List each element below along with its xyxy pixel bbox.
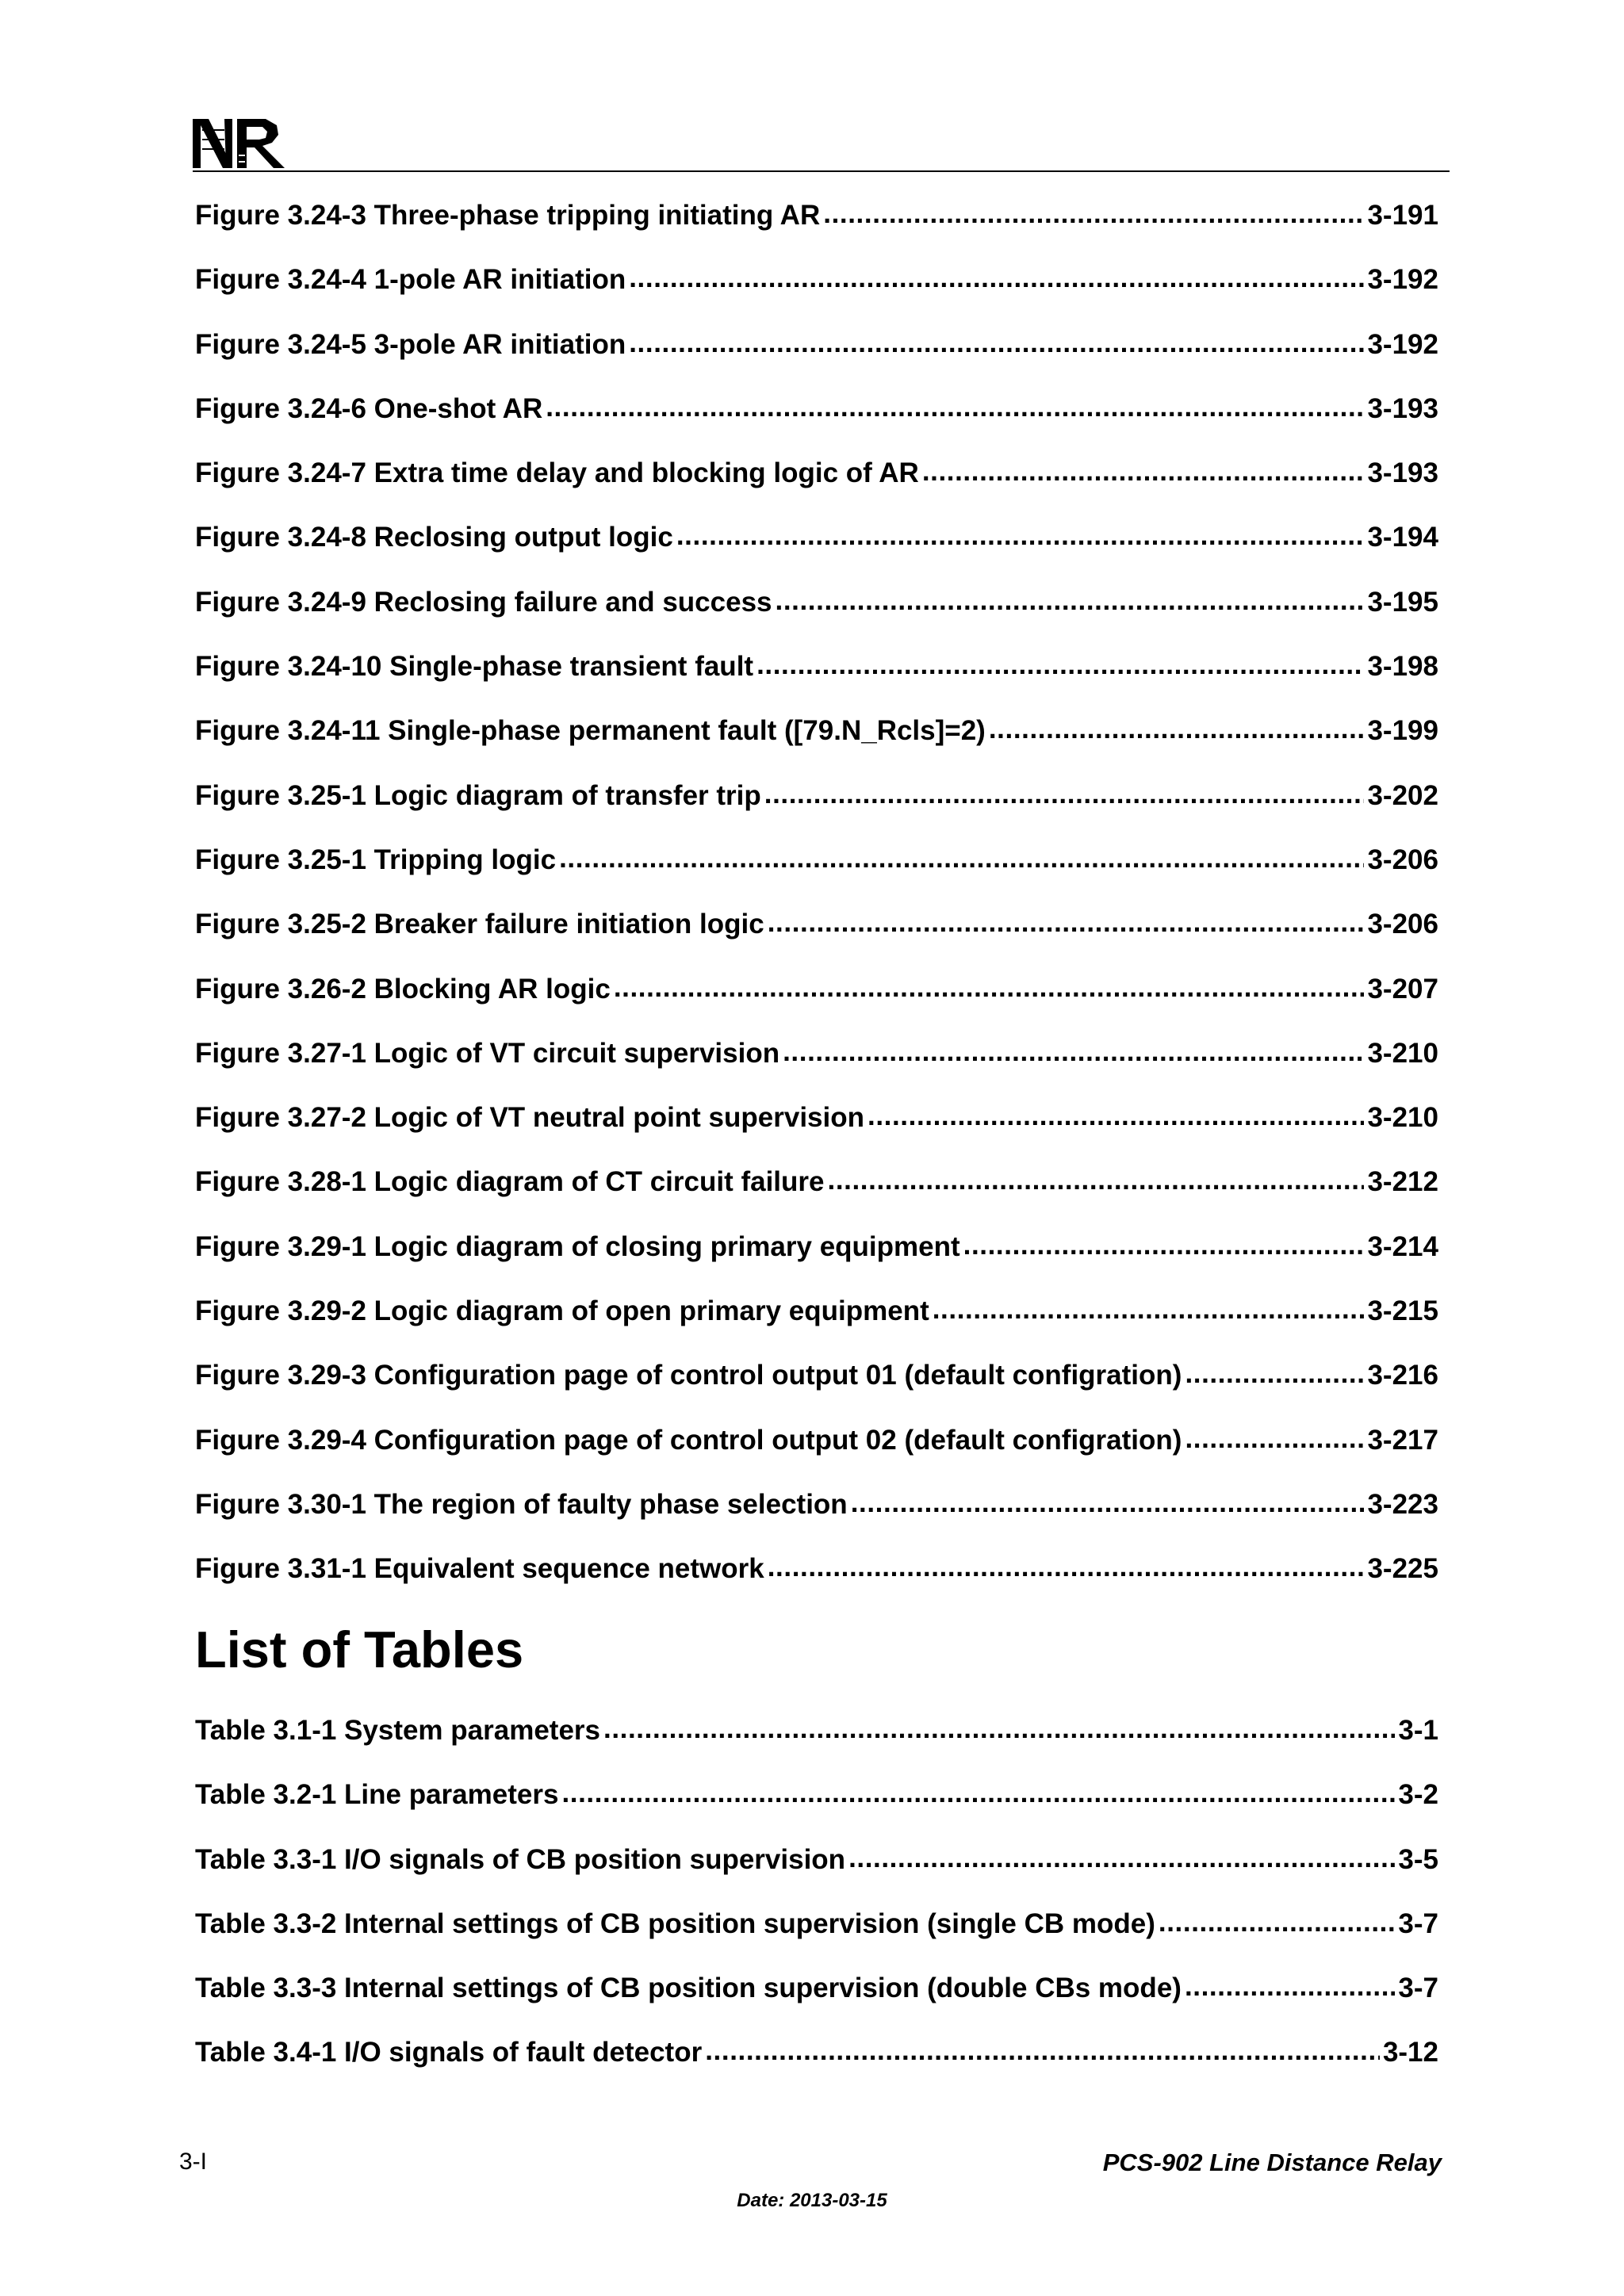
entry-title: Table 3.2-1 Line parameters: [195, 1779, 559, 1811]
entry-page: 3-206: [1367, 909, 1438, 940]
dot-leader: [828, 1165, 1365, 1196]
entry-page: 3-194: [1367, 522, 1438, 553]
dot-leader: [823, 198, 1364, 230]
toc-entry[interactable]: [195, 1973, 1438, 2037]
dot-leader: [963, 1230, 1365, 1261]
entry-page: 3-215: [1367, 1295, 1438, 1327]
dot-leader: [1159, 1907, 1396, 1938]
entry-page: 3-210: [1367, 1102, 1438, 1134]
dot-leader: [676, 520, 1365, 552]
entry-title: Table 3.1-1 System parameters: [195, 1715, 601, 1746]
header-rule: [193, 170, 1450, 172]
entry-title: Figure 3.29-2 Logic diagram of open primary equipment: [195, 1295, 929, 1327]
dot-leader: [561, 1777, 1395, 1809]
entry-title: Figure 3.25-1 Logic diagram of transfer trip: [195, 779, 761, 811]
dot-leader: [989, 714, 1365, 745]
entry-page: 3-212: [1367, 1166, 1438, 1198]
toc-entry[interactable]: [195, 264, 1438, 328]
dot-leader: [756, 649, 1364, 681]
toc-entry[interactable]: [195, 1166, 1438, 1230]
footer-date: Date: 2013-03-15: [737, 2190, 887, 2211]
entry-title: Table 3.4-1 I/O signals of fault detector: [195, 2037, 703, 2068]
entry-page: 3-210: [1367, 1037, 1438, 1069]
entry-title: Figure 3.24-7 Extra time delay and blocking logic of AR: [195, 457, 919, 489]
entry-page: 3-223: [1367, 1488, 1438, 1520]
entry-title: Table 3.3-1 I/O signals of CB position supervision: [195, 1843, 846, 1875]
entry-page: 3-207: [1367, 973, 1438, 1004]
toc-entry[interactable]: [195, 844, 1438, 909]
list-of-tables-heading: List of Tables: [195, 1621, 524, 1678]
toc-entry[interactable]: [195, 2037, 1438, 2101]
toc-entry[interactable]: [195, 1231, 1438, 1295]
table-list: [195, 1715, 1438, 2102]
toc-entry[interactable]: [195, 1553, 1438, 1617]
dot-leader: [614, 972, 1365, 1004]
entry-title: Figure 3.28-1 Logic diagram of CT circuit failure: [195, 1166, 825, 1198]
entry-title: Table 3.3-3 Internal settings of CB position supervision (double CBs mode): [195, 1973, 1182, 2004]
toc-entry[interactable]: [195, 715, 1438, 779]
dot-leader: [546, 392, 1364, 423]
footer-product-name: PCS-902 Line Distance Relay: [1102, 2149, 1442, 2176]
dot-leader: [629, 327, 1364, 359]
dot-leader: [768, 1552, 1365, 1583]
dot-leader: [933, 1294, 1365, 1326]
dot-leader: [603, 1713, 1395, 1745]
entry-title: Figure 3.24-11 Single-phase permanent fault ([79.N_Rcls]=2): [195, 715, 986, 747]
entry-title: Figure 3.29-3 Configuration page of control output 01 (default configration): [195, 1360, 1182, 1391]
toc-entry[interactable]: [195, 522, 1438, 586]
entry-page: 3-199: [1367, 715, 1438, 747]
entry-title: Figure 3.24-10 Single-phase transient fault: [195, 651, 754, 683]
entry-page: 3-198: [1367, 651, 1438, 683]
entry-title: Figure 3.24-4 1-pole AR initiation: [195, 264, 626, 296]
dot-leader: [764, 779, 1365, 810]
dot-leader: [1185, 1423, 1364, 1455]
entry-title: Figure 3.25-1 Tripping logic: [195, 844, 557, 875]
entry-page: 3-7: [1398, 1908, 1438, 1939]
dot-leader: [629, 262, 1364, 294]
entry-title: Table 3.3-2 Internal settings of CB position supervision (single CB mode): [195, 1908, 1155, 1939]
entry-title: Figure 3.27-2 Logic of VT neutral point supervision: [195, 1102, 864, 1134]
toc-entry[interactable]: [195, 1844, 1438, 1908]
toc-entry[interactable]: [195, 1489, 1438, 1553]
entry-page: 3-1: [1398, 1715, 1438, 1746]
toc-entry[interactable]: [195, 651, 1438, 715]
toc-entry[interactable]: [195, 1038, 1438, 1102]
toc-entry[interactable]: [195, 1715, 1438, 1779]
entry-page: 3-217: [1367, 1424, 1438, 1456]
entry-title: Figure 3.24-5 3-pole AR initiation: [195, 328, 626, 360]
dot-leader: [768, 907, 1365, 939]
entry-title: Figure 3.30-1 The region of faulty phase selection: [195, 1488, 848, 1520]
toc-entry[interactable]: [195, 1908, 1438, 1973]
toc-entry[interactable]: [195, 909, 1438, 973]
toc-entry[interactable]: [195, 200, 1438, 264]
dot-leader: [783, 1036, 1364, 1068]
entry-page: 3-206: [1367, 844, 1438, 875]
entry-page: 3-193: [1367, 392, 1438, 424]
entry-page: 3-5: [1398, 1843, 1438, 1875]
dot-leader: [868, 1100, 1364, 1132]
entry-page: 3-214: [1367, 1230, 1438, 1262]
entry-page: 3-192: [1367, 328, 1438, 360]
entry-title: Figure 3.27-1 Logic of VT circuit supervision: [195, 1037, 780, 1069]
entry-page: 3-2: [1398, 1779, 1438, 1811]
toc-entry[interactable]: [195, 457, 1438, 522]
entry-page: 3-216: [1367, 1360, 1438, 1391]
entry-title: Figure 3.31-1 Equivalent sequence network: [195, 1553, 764, 1585]
toc-entry[interactable]: [195, 329, 1438, 393]
dot-leader: [559, 843, 1364, 874]
entry-title: Figure 3.24-6 One-shot AR: [195, 392, 543, 424]
entry-page: 3-191: [1367, 200, 1438, 231]
dot-leader: [1185, 1971, 1395, 2003]
dot-leader: [705, 2035, 1380, 2067]
toc-entry[interactable]: [195, 974, 1438, 1038]
toc-entry[interactable]: [195, 587, 1438, 651]
toc-entry[interactable]: [195, 1425, 1438, 1489]
entry-page: 3-225: [1367, 1553, 1438, 1585]
toc-entry[interactable]: [195, 780, 1438, 844]
entry-title: Figure 3.29-1 Logic diagram of closing primary equipment: [195, 1230, 960, 1262]
footer-page-number: 3-I: [179, 2149, 208, 2175]
entry-title: Figure 3.24-8 Reclosing output logic: [195, 522, 673, 553]
entry-page: 3-7: [1398, 1973, 1438, 2004]
entry-title: Figure 3.26-2 Blocking AR logic: [195, 973, 611, 1004]
dot-leader: [848, 1843, 1395, 1874]
nr-logo-icon: [193, 116, 288, 170]
dot-leader: [922, 456, 1365, 488]
entry-title: Figure 3.25-2 Breaker failure initiation logic: [195, 909, 764, 940]
entry-page: 3-202: [1367, 779, 1438, 811]
dot-leader: [1185, 1358, 1364, 1390]
entry-title: Figure 3.24-3 Three-phase tripping initiating AR: [195, 200, 821, 231]
toc-entry[interactable]: [195, 1360, 1438, 1424]
dot-leader: [851, 1487, 1365, 1519]
entry-page: 3-193: [1367, 457, 1438, 489]
entry-title: Figure 3.24-9 Reclosing failure and success: [195, 586, 772, 618]
entry-title: Figure 3.29-4 Configuration page of control output 02 (default configration): [195, 1424, 1182, 1456]
toc-entry[interactable]: [195, 1102, 1438, 1166]
entry-page: 3-192: [1367, 264, 1438, 296]
toc-entry[interactable]: [195, 1779, 1438, 1843]
entry-page: 3-195: [1367, 586, 1438, 618]
figure-list: [195, 200, 1438, 1618]
dot-leader: [776, 585, 1365, 617]
toc-entry[interactable]: [195, 393, 1438, 457]
toc-entry[interactable]: [195, 1295, 1438, 1360]
entry-page: 3-12: [1382, 2037, 1438, 2068]
